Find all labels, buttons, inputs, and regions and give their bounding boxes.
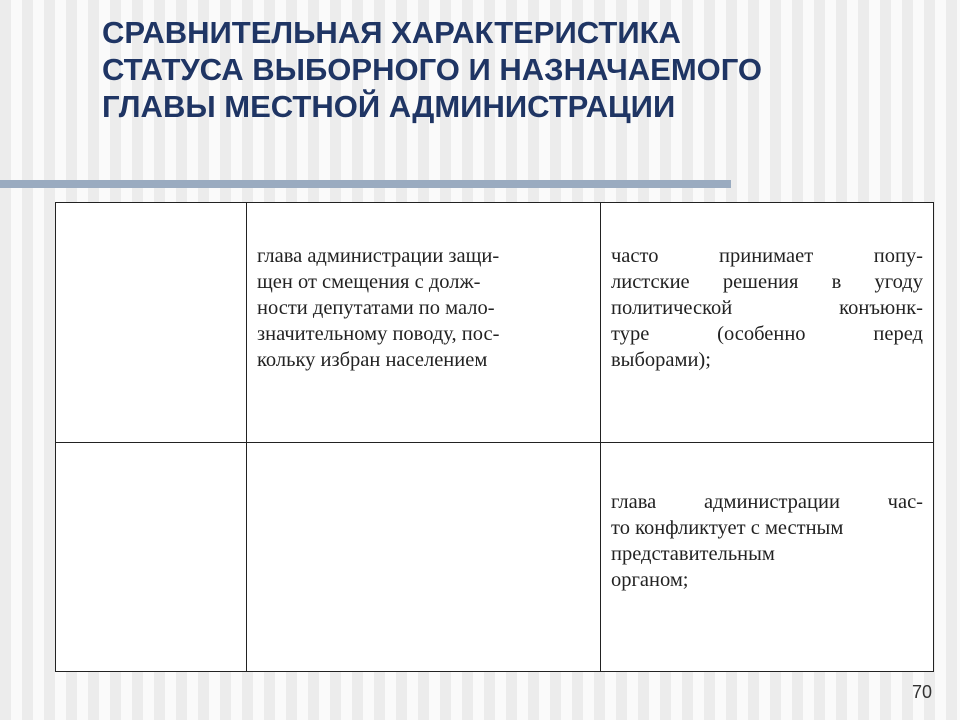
conflict-text: глава администрации час- то конфликтует с местным представительным органом; [611,491,923,591]
slide-title [102,14,922,125]
elected-head-text: глава администрации защи- щен от смещения с долж- ности депутатами по мало- значительному поводу, пос- кольку избран населением [257,245,500,371]
table-cell-r1c1 [56,203,247,443]
title-line-3: ГЛАВЫ МЕСТНОЙ АДМИНИСТРАЦИИ [102,89,676,124]
title-line-2: СТАТУСА ВЫБОРНОГО И НАЗНАЧАЕМОГО [102,52,763,87]
title-divider [0,180,731,188]
table-cell-r1c3 [601,203,933,443]
comparison-table [55,202,934,672]
title-line-1: СРАВНИТЕЛЬНАЯ ХАРАКТЕРИСТИКА [102,15,681,50]
table-cell-r1c2 [247,203,601,443]
populist-decisions-text: часто принимает попу- листские решения в угоду политической конъюнк- туре (особенно перед выборами); [611,245,923,371]
table-cell-r2c3 [601,443,933,671]
page-number: 70 [911,682,932,702]
table-cell-r2c1 [56,443,247,671]
table-cell-r2c2 [247,443,601,671]
